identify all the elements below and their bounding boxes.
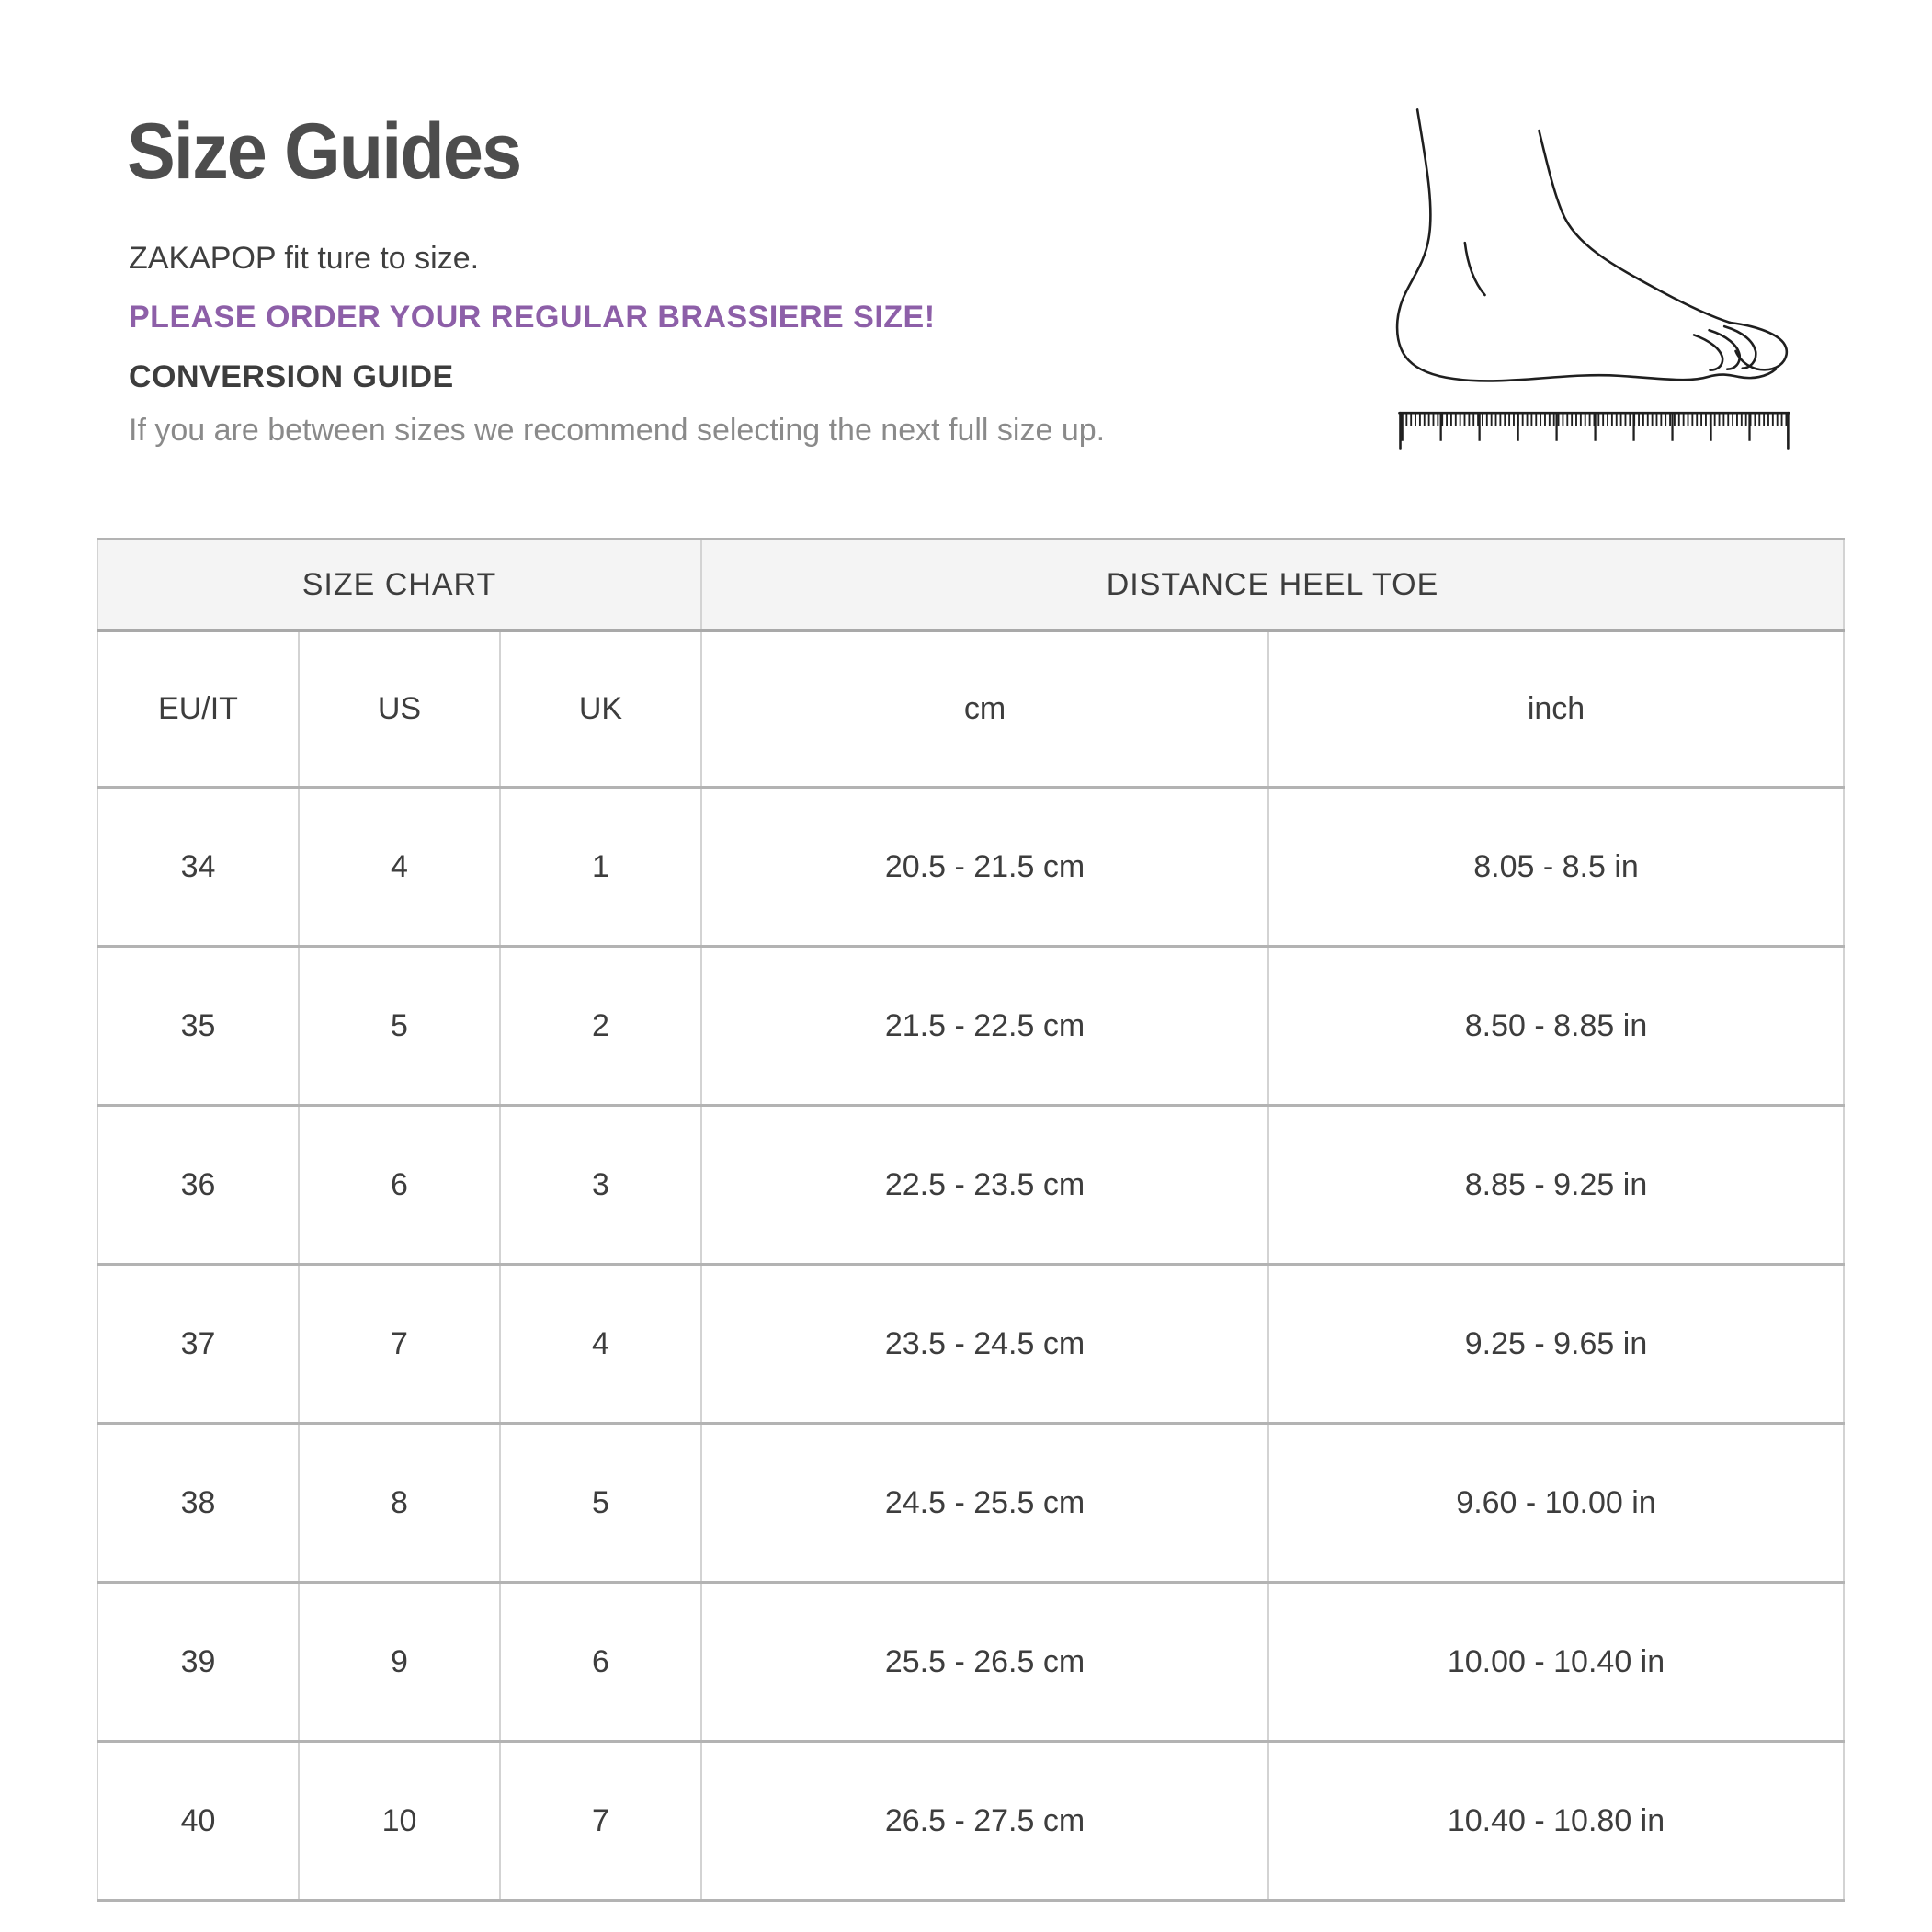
table-cell: 37	[97, 1265, 299, 1424]
order-callout: PLEASE ORDER YOUR REGULAR BRASSIERE SIZE!	[129, 300, 936, 335]
table-cell: 4	[500, 1265, 701, 1424]
table-row	[97, 1742, 1844, 1901]
table-cell: 10	[299, 1742, 500, 1901]
table-group-header-row	[97, 540, 1844, 631]
table-cell: 9.60 - 10.00 in	[1268, 1424, 1844, 1583]
table-cell: 4	[299, 788, 500, 947]
foot-toe-line	[1724, 326, 1756, 368]
column-header-cm: cm	[701, 631, 1268, 788]
between-sizes-note: If you are between sizes we recommend selecting the next full size up.	[129, 413, 1106, 448]
table-row	[97, 788, 1844, 947]
foot-toe-line	[1694, 335, 1722, 369]
column-header-inch: inch	[1268, 631, 1844, 788]
table-cell: 21.5 - 22.5 cm	[701, 947, 1268, 1106]
table-cell: 8.50 - 8.85 in	[1268, 947, 1844, 1106]
table-cell: 38	[97, 1424, 299, 1583]
table-cell: 7	[500, 1742, 701, 1901]
table-cell: 7	[299, 1265, 500, 1424]
table-cell: 34	[97, 788, 299, 947]
table-cell: 39	[97, 1583, 299, 1742]
foot-ruler-illustration	[1358, 72, 1805, 452]
table-body	[97, 788, 1844, 1901]
foot-outline-front	[1539, 131, 1730, 323]
foot-toe-line	[1710, 330, 1740, 369]
table-cell: 26.5 - 27.5 cm	[701, 1742, 1268, 1901]
column-header-us: US	[299, 631, 500, 788]
table-cell: 24.5 - 25.5 cm	[701, 1424, 1268, 1583]
table-row	[97, 1106, 1844, 1265]
table-cell: 6	[500, 1583, 701, 1742]
table-cell: 5	[500, 1424, 701, 1583]
table-row	[97, 1583, 1844, 1742]
group-header-size-chart: SIZE CHART	[97, 540, 701, 631]
table-cell: 22.5 - 23.5 cm	[701, 1106, 1268, 1265]
column-header-uk: UK	[500, 631, 701, 788]
table-cell: 8.05 - 8.5 in	[1268, 788, 1844, 947]
table-cell: 5	[299, 947, 500, 1106]
table-column-header-row	[97, 631, 1844, 788]
column-header-euit: EU/IT	[97, 631, 299, 788]
table-cell: 40	[97, 1742, 299, 1901]
fit-subtitle: ZAKAPOP fit ture to size.	[129, 241, 480, 276]
table-cell: 10.40 - 10.80 in	[1268, 1742, 1844, 1901]
table-cell: 23.5 - 24.5 cm	[701, 1265, 1268, 1424]
table-cell: 2	[500, 947, 701, 1106]
table-cell: 6	[299, 1106, 500, 1265]
table-row	[97, 1265, 1844, 1424]
table-row	[97, 947, 1844, 1106]
table-cell: 8.85 - 9.25 in	[1268, 1106, 1844, 1265]
table-cell: 25.5 - 26.5 cm	[701, 1583, 1268, 1742]
table-cell: 36	[97, 1106, 299, 1265]
table-cell: 9.25 - 9.65 in	[1268, 1265, 1844, 1424]
group-header-distance-heel-toe: DISTANCE HEEL TOE	[701, 540, 1844, 631]
page-title: Size Guides	[127, 108, 521, 196]
table-row	[97, 1424, 1844, 1583]
foot-ankle-line	[1465, 243, 1485, 295]
table-cell: 35	[97, 947, 299, 1106]
table-cell: 20.5 - 21.5 cm	[701, 788, 1268, 947]
table-cell: 10.00 - 10.40 in	[1268, 1583, 1844, 1742]
size-conversion-table	[97, 538, 1845, 1902]
table-cell: 3	[500, 1106, 701, 1265]
conversion-guide-heading: CONVERSION GUIDE	[129, 359, 454, 394]
table-cell: 8	[299, 1424, 500, 1583]
table-cell: 9	[299, 1583, 500, 1742]
table-cell: 1	[500, 788, 701, 947]
